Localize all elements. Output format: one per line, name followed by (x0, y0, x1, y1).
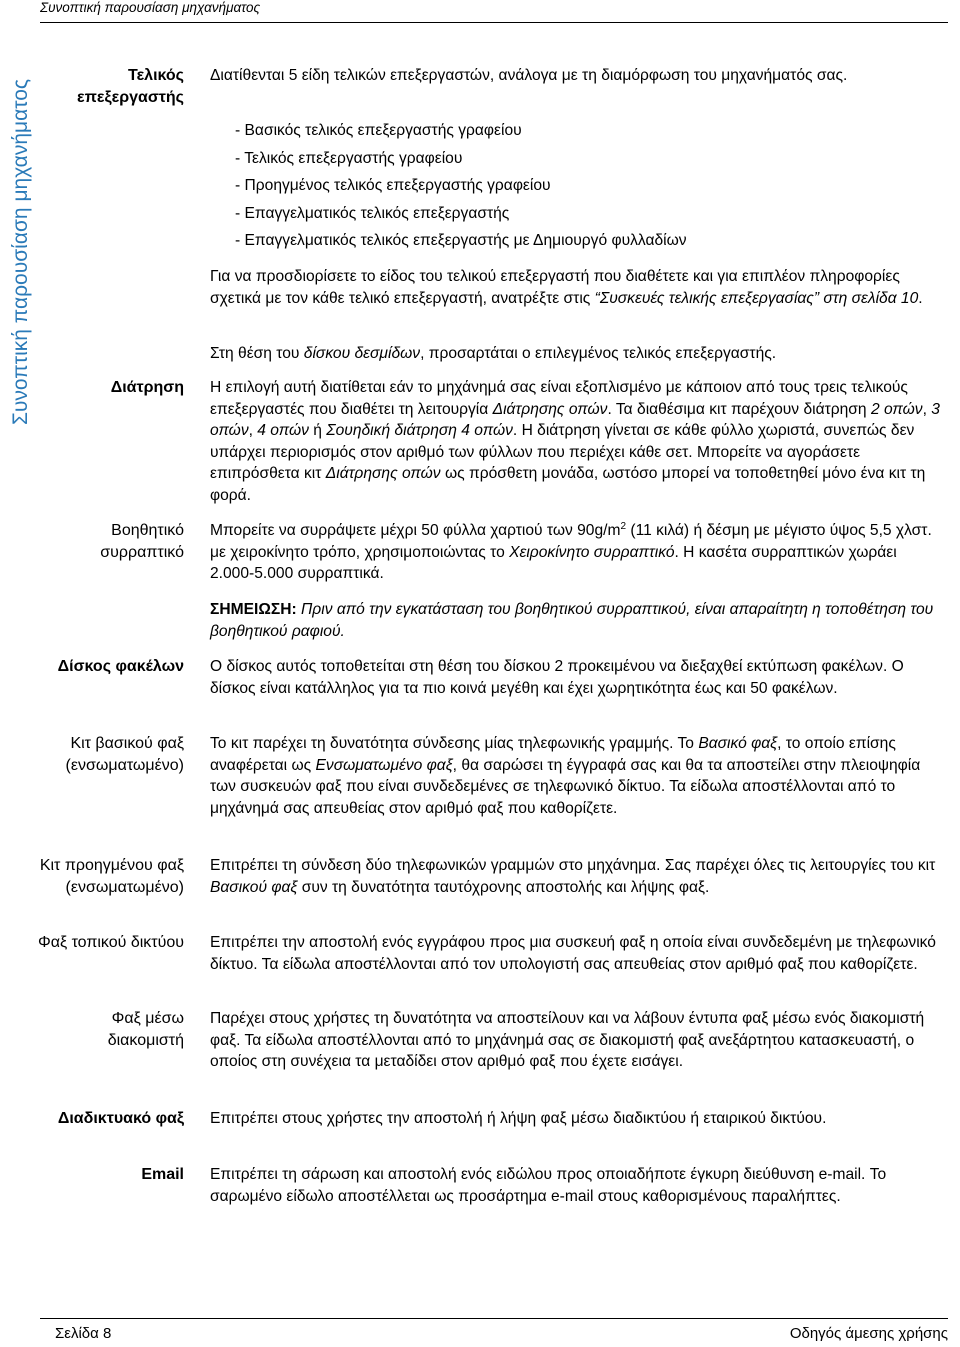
hp-t1: Η επιλογή αυτή διατίθεται εάν το μηχάνημά σας είναι εξοπλισμένο με κάποιον από τους τρεις τελικούς επεξεργαστές που διαθέτει τη λειτουργία (210, 379, 908, 418)
hp-t3: . Τα διαθέσιμα κιτ παρέχουν διάτρηση (607, 400, 871, 418)
hp-t13: ως πρόσθετη μονάδα, ωστόσο μπορεί να τοποθετηθεί μόνο ένα κιτ τη φορά. (210, 465, 926, 504)
page-header: Συνοπτική παρουσίαση μηχανήματος (40, 0, 261, 15)
lan-fax-body: Επιτρέπει την αποστολή ενός εγγράφου προς μια συσκευή φαξ η οποία είναι συνδεδεμένη με τηλεφωνικό δίκτυο. Τα είδωλα αποστέλλονται από τον υπολογιστή σας απευθείας στον αριθμό φαξ που καθορίζετε. (210, 934, 936, 973)
finisher-list (235, 117, 687, 255)
label-basic-fax: Κιτ βασικού φαξ (ενσωματωμένο) (65, 735, 184, 774)
email-text (210, 1164, 945, 1207)
sidebar-title (7, 64, 35, 440)
label-advanced-fax: Κιτ προηγμένου φαξ (ενσωματωμένο) (39, 857, 184, 896)
finisher-tray-note (210, 343, 945, 365)
basic-fax-text (210, 733, 945, 819)
hp-t2: Διάτρησης οπών (492, 400, 608, 418)
hp-t8: 4 οπών (257, 422, 309, 439)
label-server-fax: Φαξ μέσω διακομιστή (107, 1010, 184, 1049)
finisher-reference-link[interactable]: “Συσκευές τελικής επεξεργασίας” στη σελίδα 10 (594, 289, 919, 307)
hp-t6: 3 οπών (210, 400, 940, 439)
st-t1: Μπορείτε να συρράψετε μέχρι 50 φύλλα χαρτιού των 90g/m (210, 522, 621, 539)
st-t3: Χειροκίνητο συρραπτικό (509, 543, 675, 561)
list-item: - Τελικός επεξεργαστής γραφείου (235, 149, 463, 167)
hp-t7: , (248, 422, 258, 439)
bf-t1: Το κιτ παρέχει τη δυνατότητα σύνδεσης μίας τηλεφωνικής γραμμής. Το (210, 735, 699, 752)
bf-t4: Ενσωματωμένο φαξ (315, 756, 453, 774)
server-fax-text (210, 1008, 945, 1073)
st-sup: 2 (620, 520, 627, 532)
server-fax-body: Παρέχει στους χρήστες τη δυνατότητα να αποστείλουν και να λάβουν έντυπα φαξ μέσω ενός διακομιστή φαξ. Τα είδωλα αποστέλλονται από το μηχάνημά σας σε διακομιστή φαξ ανεξάρτητου κατασκευαστή, ο οποίος στη συνέχεια τα μεταδίδει στον αριθμό φαξ που έχετε εισάγει. (210, 1010, 925, 1070)
hp-t12: Διάτρησης οπών (325, 465, 441, 482)
bf-t2: Βασικό φαξ (698, 735, 778, 752)
stapler-text (210, 520, 945, 585)
lan-fax-text (210, 932, 945, 975)
tray-note-end: , προσαρτάται ο επιλεγμένος τελικός επεξεργαστής. (420, 345, 777, 362)
label-hole-punch: Διάτρηση (110, 379, 184, 396)
label-email: Email (141, 1166, 184, 1183)
hp-t4: 2 οπών (870, 400, 923, 418)
page-number: Σελίδα 8 (55, 1325, 112, 1342)
list-item: - Προηγμένος τελικός επεξεργαστής γραφείου (235, 177, 551, 194)
hp-t9: ή (308, 422, 327, 439)
email-body: Επιτρέπει τη σάρωση και αποστολή ενός ειδώλου προς οποιαδήποτε έγκυρη διεύθυνση e-mail. Το σαρωμένο είδωλο αποστέλλεται ως προσάρτημα e-mail στους καθορισμένους παραλήπτες. (210, 1166, 887, 1205)
tray-note-text: Στη θέση του (210, 345, 304, 362)
bf-t3: , το οποίο επίσης αναφέρεται ως (210, 735, 896, 774)
advanced-fax-text (210, 855, 945, 898)
header-divider (40, 22, 948, 23)
finisher-intro (210, 65, 945, 87)
af-t2: Βασικού φαξ (210, 878, 298, 896)
list-item: - Επαγγελματικός τελικός επεξεργαστής με Δημιουργό φυλλαδίων (235, 232, 687, 249)
label-envelope-tray: Δίσκος φακέλων (57, 658, 184, 675)
finisher-more-text: Για να προσδιορίσετε το είδος του τελικού επεξεργαστή που διαθέτετε και για επιπλέον πληροφορίες σχετικά με τον κάθε τελικό επεξεργαστή, ανατρέξτε στις (210, 268, 900, 307)
guide-title: Οδηγός άμεσης χρήσης (789, 1325, 948, 1342)
finisher-more-end: . (918, 289, 923, 307)
af-t3: συν τη δυνατότητα ταυτόχρονης αποστολής και λήψης φαξ. (297, 878, 710, 896)
note-label: ΣΗΜΕΙΩΣΗ: (210, 601, 297, 618)
sidebar-title-text: Συνοπτική παρουσίαση μηχανήματος (9, 78, 32, 426)
envelope-text (210, 656, 945, 699)
finisher-more-info (210, 266, 945, 309)
st-t4: . Η κασέτα συρραπτικών χωράει 2.000-5.000 συρραπτικά. (210, 543, 897, 582)
finisher-intro-text: Διατίθενται 5 είδη τελικών επεξεργαστών, ανάλογα με τη διαμόρφωση του μηχανήματός σας. (210, 67, 848, 84)
hp-t11: . Η διάτρηση γίνεται σε κάθε φύλλο χωριστά, συνεπώς δεν υπάρχει περιορισμός στον αριθμό των φύλλων που περιέχει κάθε σετ. Μπορείτε να αγοράσετε επιπρόσθετα κιτ (210, 422, 915, 482)
af-t1: Επιτρέπει τη σύνδεση δύο τηλεφωνικών γραμμών στο μηχάνημα. Σας παρέχει όλες τις λειτουργίες του κιτ (210, 857, 936, 874)
tray-note-ref: δίσκου δεσμίδων (303, 345, 421, 362)
bf-t5: , θα σαρώσει τη έγγραφά σας και θα τα αποστείλει στην πλειοψηφία των συσκευών φαξ που είναι συνδεδεμένες σε τηλεφωνικό δίκτυο. Τα είδωλα αποστέλλονται από το μηχάνημά σας απευθείας στον αριθμό φαξ που καθορίζετε. (210, 756, 921, 817)
label-lan-fax: Φαξ τοπικού δικτύου (37, 934, 184, 951)
envelope-text-body: Ο δίσκος αυτός τοποθετείται στη θέση του δίσκου 2 προκειμένου να διεξαχθεί εκτύπωση φακέλων. Ο δίσκος είναι κατάλληλος για τα πιο κοινά μεγέθη και έχει χωρητικότητα έως και 50 φακέλων. (210, 658, 904, 697)
internet-fax-text (210, 1108, 945, 1130)
internet-fax-body: Επιτρέπει στους χρήστες την αποστολή ή λήψη φαξ μέσω διαδικτύου ή εταιρικού δικτύου. (210, 1110, 827, 1127)
label-stapler: Βοηθητικό συρραπτικό (100, 522, 184, 561)
list-item: - Επαγγελματικός τελικός επεξεργαστής (235, 204, 510, 222)
st-t2: (11 κιλά) ή δέσμη με μέγιστο ύψος 5,5 χλστ. με χειροκίνητο τρόπο, χρησιμοποιώντας το (210, 522, 932, 561)
stapler-note (210, 599, 945, 642)
hp-t5: , (922, 400, 932, 418)
note-text: Πριν από την εγκατάσταση του βοηθητικού συρραπτικού, είναι απαραίτητη η τοποθέτηση του βοηθητικού ραφιού. (210, 601, 934, 640)
footer-divider (40, 1318, 948, 1319)
hp-t10: Σουηδική διάτρηση 4 οπών (326, 422, 513, 439)
label-internet-fax: Διαδικτυακό φαξ (57, 1110, 184, 1127)
label-finisher: Τελικός επεξεργαστής (77, 67, 184, 106)
hole-punch-text (210, 377, 945, 506)
list-item: - Βασικός τελικός επεξεργαστής γραφείου (235, 122, 522, 139)
